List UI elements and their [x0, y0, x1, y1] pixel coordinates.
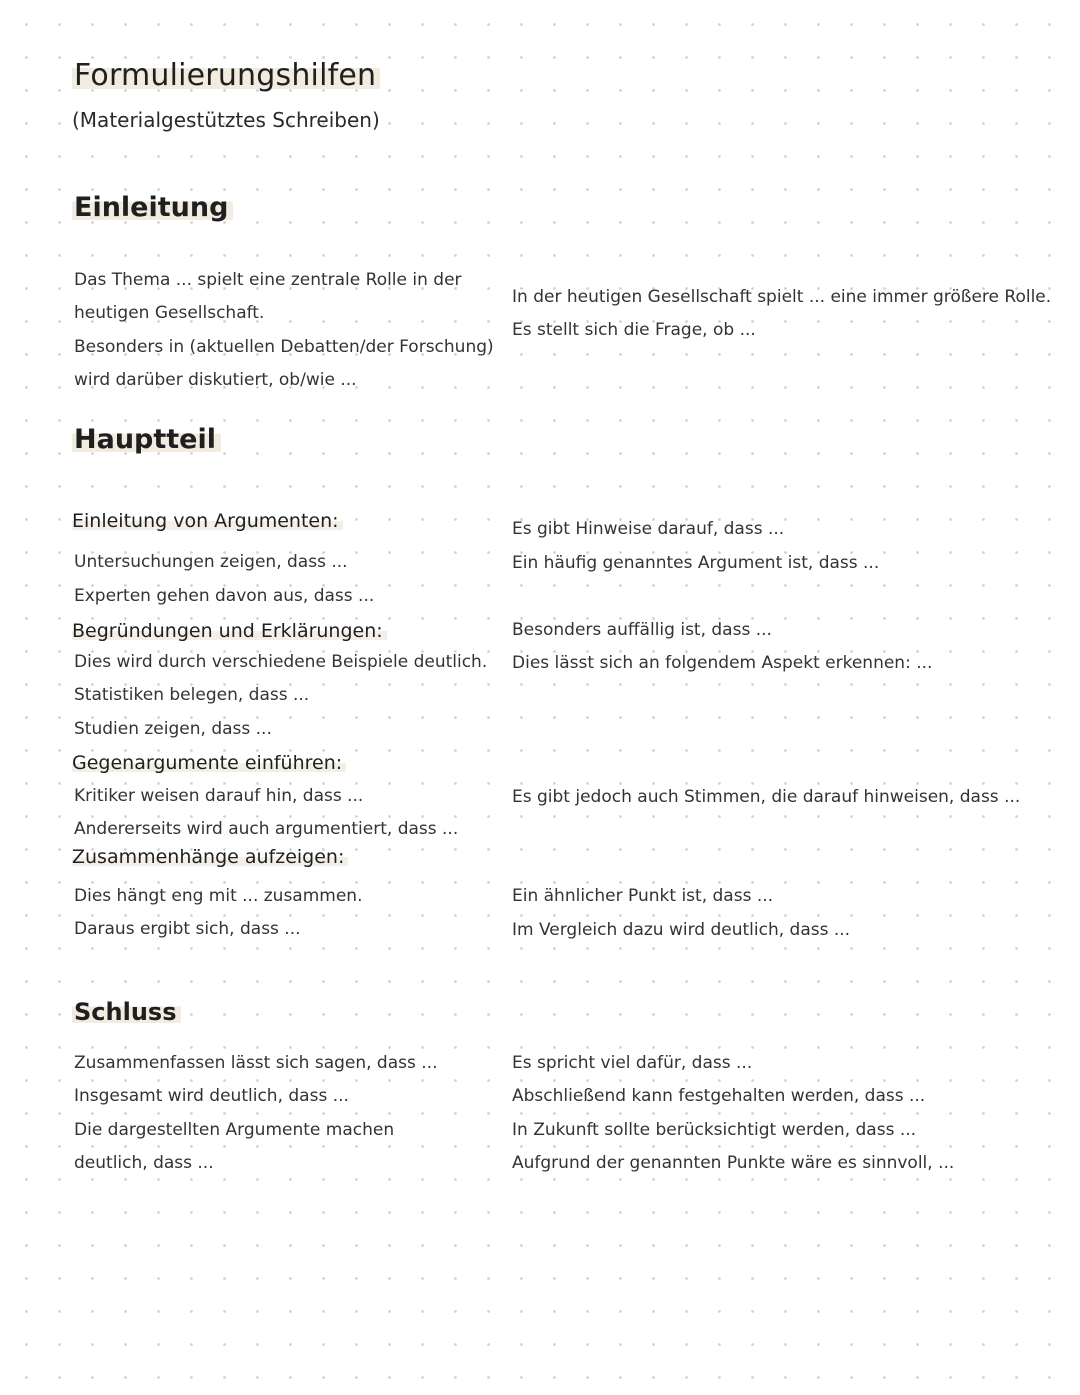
subheading-begruendungen: Begründungen und Erklärungen:	[72, 620, 387, 642]
phrase-line: Im Vergleich dazu wird deutlich, dass ...	[512, 920, 851, 940]
phrase-line: Andererseits wird auch argumentiert, dass ...	[74, 819, 459, 839]
phrase-line: Das Thema ... spielt eine zentrale Rolle in der	[74, 270, 462, 290]
phrase-line: Abschließend kann festgehalten werden, dass ...	[512, 1086, 926, 1106]
section-heading-einleitung: Einleitung	[72, 192, 233, 223]
phrase-line: Untersuchungen zeigen, dass ...	[74, 552, 348, 572]
subheading-zusammenhaenge: Zusammenhänge aufzeigen:	[72, 846, 348, 868]
phrase-line: Daraus ergibt sich, dass ...	[74, 919, 301, 939]
phrase-line: Es gibt jedoch auch Stimmen, die darauf hinweisen, dass ...	[512, 787, 1021, 807]
section-heading-hauptteil: Hauptteil	[72, 424, 221, 455]
phrase-line: Ein ähnlicher Punkt ist, dass ...	[512, 886, 774, 906]
phrase-line: Dies hängt eng mit ... zusammen.	[74, 886, 363, 906]
page-subtitle: (Materialgestütztes Schreiben)	[72, 108, 380, 132]
phrase-line: Dies wird durch verschiedene Beispiele deutlich.	[74, 652, 488, 672]
phrase-line: Es stellt sich die Frage, ob ...	[512, 320, 756, 340]
phrase-line: deutlich, dass ...	[74, 1153, 214, 1173]
phrase-line: In Zukunft sollte berücksichtigt werden, dass ...	[512, 1120, 917, 1140]
phrase-line: Kritiker weisen darauf hin, dass ...	[74, 786, 364, 806]
phrase-line: Statistiken belegen, dass ...	[74, 685, 310, 705]
section-heading-schluss: Schluss	[72, 998, 181, 1026]
phrase-line: Zusammenfassen lässt sich sagen, dass ...	[74, 1053, 438, 1073]
phrase-line: Experten gehen davon aus, dass ...	[74, 586, 375, 606]
phrase-line: Die dargestellten Argumente machen	[74, 1120, 395, 1140]
phrase-line: Es spricht viel dafür, dass ...	[512, 1053, 753, 1073]
subheading-gegenargumente: Gegenargumente einführen:	[72, 752, 346, 774]
phrase-line: Dies lässt sich an folgendem Aspekt erkennen: ...	[512, 653, 933, 673]
phrase-line: Es gibt Hinweise darauf, dass ...	[512, 519, 785, 539]
phrase-line: Besonders auffällig ist, dass ...	[512, 620, 772, 640]
page-title: Formulierungshilfen	[72, 58, 380, 93]
phrase-line: heutigen Gesellschaft.	[74, 303, 265, 323]
phrase-line: In der heutigen Gesellschaft spielt ... eine immer größere Rolle.	[512, 287, 1052, 307]
phrase-line: Ein häufig genanntes Argument ist, dass ...	[512, 553, 880, 573]
phrase-line: wird darüber diskutiert, ob/wie ...	[74, 370, 357, 390]
phrase-line: Besonders in (aktuellen Debatten/der Forschung)	[74, 337, 494, 357]
phrase-line: Insgesamt wird deutlich, dass ...	[74, 1086, 349, 1106]
phrase-line: Aufgrund der genannten Punkte wäre es sinnvoll, ...	[512, 1153, 955, 1173]
subheading-argumente: Einleitung von Argumenten:	[72, 510, 343, 532]
phrase-line: Studien zeigen, dass ...	[74, 719, 272, 739]
